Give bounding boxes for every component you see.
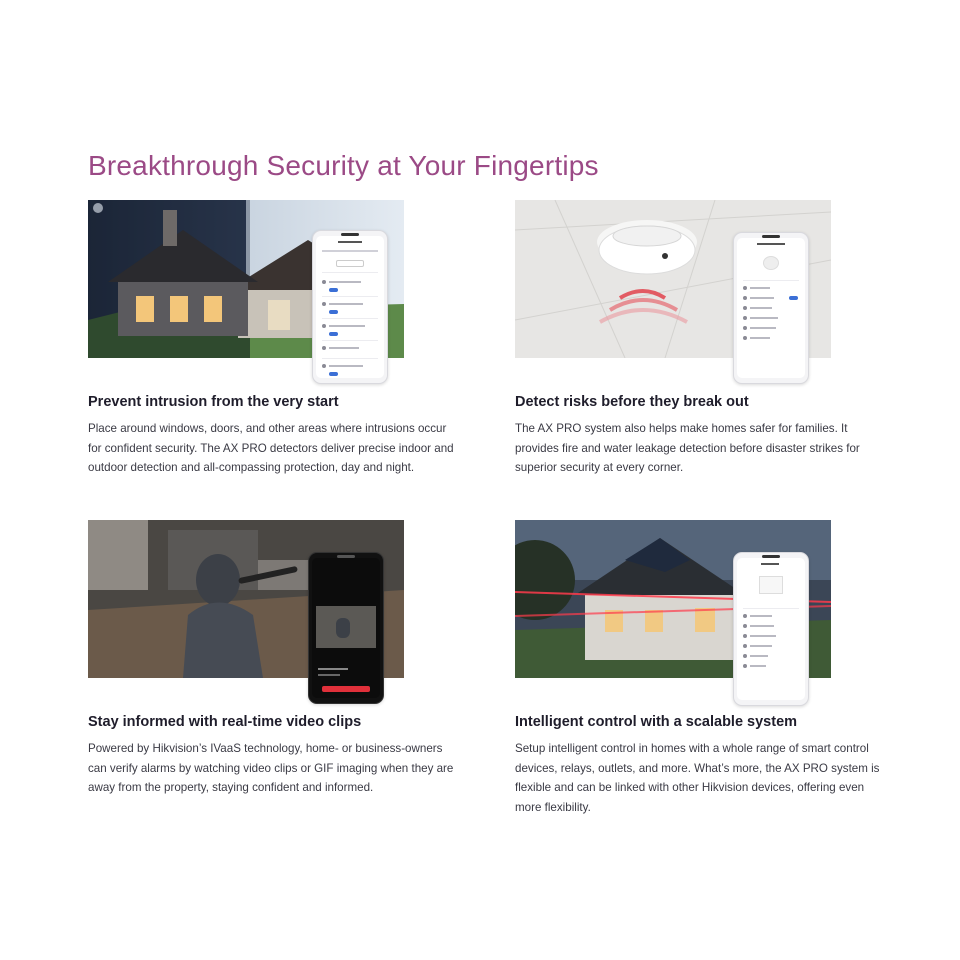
feature-image-intelligent-control [515, 520, 831, 678]
page-title: Breakthrough Security at Your Fingertips [88, 150, 599, 181]
feature-card-intelligent-control [515, 520, 915, 814]
feature-card-video-clips [88, 520, 488, 794]
feature-description: The AX PRO system also helps make homes safer for families. It provides fire and water leakage detection before disaster strikes for superior security at every corner. [515, 422, 860, 474]
feature-card-intrusion [88, 200, 488, 474]
feature-image-detect-risks [515, 200, 831, 358]
feature-heading: Prevent intrusion from the very start [88, 394, 339, 410]
feature-description: Powered by Hikvision’s IVaaS technology, home- or business-owners can verify alarms by watching video clips or GIF imaging when they are away from the property, staying confident and informed. [88, 742, 454, 794]
phone-app-mockup [308, 552, 384, 704]
phone-app-mockup [733, 552, 809, 706]
feature-heading: Detect risks before they break out [515, 394, 749, 410]
feature-heading: Stay informed with real-time video clips [88, 714, 362, 730]
phone-app-mockup [733, 232, 809, 384]
phone-app-mockup [312, 230, 388, 384]
feature-heading: Intelligent control with a scalable system [515, 714, 798, 730]
feature-card-detect-risks [515, 200, 915, 474]
feature-image-intrusion [88, 200, 404, 358]
feature-image-video-clips [88, 520, 404, 678]
feature-description: Place around windows, doors, and other areas where intrusions occur for confident security. The AX PRO detectors deliver precise indoor and outdoor detection and all-compassing protection, day and night. [88, 422, 454, 474]
feature-description: Setup intelligent control in homes with a whole range of smart control devices, relays, outlets, and more. What’s more, the AX PRO system is flexible and can be linked with other Hikvision devices, offering even more flexibility. [515, 742, 880, 814]
